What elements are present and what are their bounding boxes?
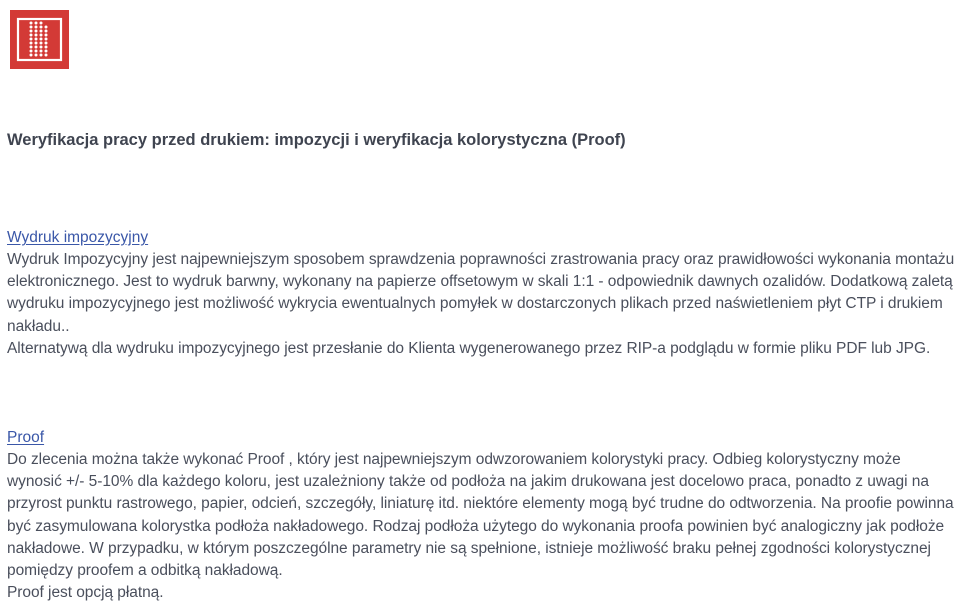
logo-dot <box>35 42 38 45</box>
logo-dot <box>40 54 43 57</box>
logo-dot <box>35 34 38 37</box>
logo-dot <box>45 54 48 57</box>
printing-house-logo-icon <box>10 10 69 69</box>
section-paragraph: Proof jest opcją płatną. <box>7 584 164 602</box>
logo-dot <box>35 22 38 25</box>
logo-dot <box>40 26 43 29</box>
logo-dot <box>30 34 33 37</box>
page-title: Weryfikacja pracy przed drukiem: impozycji i weryfikacja kolorystyczna (Proof) <box>7 131 626 149</box>
logo-dot <box>40 42 43 45</box>
logo-dot <box>35 38 38 41</box>
logo-dot <box>40 38 43 41</box>
section-heading-impozycja[interactable]: Wydruk impozycyjny <box>7 229 149 246</box>
logo-dot <box>30 42 33 45</box>
logo-dot <box>40 46 43 49</box>
logo-dot <box>30 30 33 33</box>
logo-dot <box>45 26 48 29</box>
section-paragraph: Wydruk Impozycyjny jest najpewniejszym sposobem sprawdzenia poprawności zrastrowania pracy oraz prawidłowości wykonania montażu elektronicznego. Jest to wydruk barwny, wykonany na papierze offsetowym w skali 1:1 - odpowiednik dawnych ozalidów. Dodatkową zaletą wydruku impozycyjnego jest możliwość wykrycia ewentualnych pomyłek w dostarczonych plikach przed naświetleniem płyt CTP i drukiem nakładu.. <box>7 251 955 335</box>
section-impozycja <box>7 227 959 360</box>
logo <box>10 10 69 69</box>
logo-dot <box>35 50 38 53</box>
section-paragraph: Do zlecenia można także wykonać Proof , który jest najpewniejszym odwzorowaniem kolorystyki pracy. Odbieg kolorystyczny może wynosić +/- 5-10% dla każdego koloru, jest uzależniony także od podłoża na jakim drukowana jest docelowo praca, ponadto z uwagi na przyrost punktu rastrowego, papier, odcień, szczegóły, liniaturę itd. niektóre elementy mogą być trudne do odtworzenia. Na proofie powinna być zasymulowana kolorystka podłoża nakładowego. Rodzaj podłoża użytego do wykonania proofa powinien być analogiczny jak podłoże nakładowe. W przypadku, w którym poszczególne parametry nie są spełnione, istnieje możliwość braku pełnej zgodności kolorystycznej pomiędzy proofem a odbitką nakładową. <box>7 451 954 580</box>
logo-dot <box>45 50 48 53</box>
logo-dot <box>30 54 33 57</box>
section-paragraph: Alternatywą dla wydruku impozycyjnego jest przesłanie do Klienta wygenerowanego przez RIP-a podglądu w formie pliku PDF lub JPG. <box>7 339 931 357</box>
logo-dot <box>30 26 33 29</box>
logo-dot <box>35 30 38 33</box>
section-heading-proof[interactable]: Proof <box>7 429 45 446</box>
logo-dot <box>30 22 33 25</box>
logo-dot <box>40 34 43 37</box>
logo-dot <box>45 34 48 37</box>
logo-dot <box>45 42 48 45</box>
logo-dot <box>35 54 38 57</box>
logo-dot <box>40 30 43 33</box>
logo-dot <box>40 50 43 53</box>
logo-dot <box>30 38 33 41</box>
logo-dot <box>45 38 48 41</box>
logo-dot <box>40 22 43 25</box>
logo-dot <box>35 46 38 49</box>
logo-dot <box>45 30 48 33</box>
logo-dot <box>35 26 38 29</box>
logo-dot <box>45 46 48 49</box>
logo-dot <box>30 46 33 49</box>
logo-dot <box>30 50 33 53</box>
section-proof <box>7 427 959 604</box>
